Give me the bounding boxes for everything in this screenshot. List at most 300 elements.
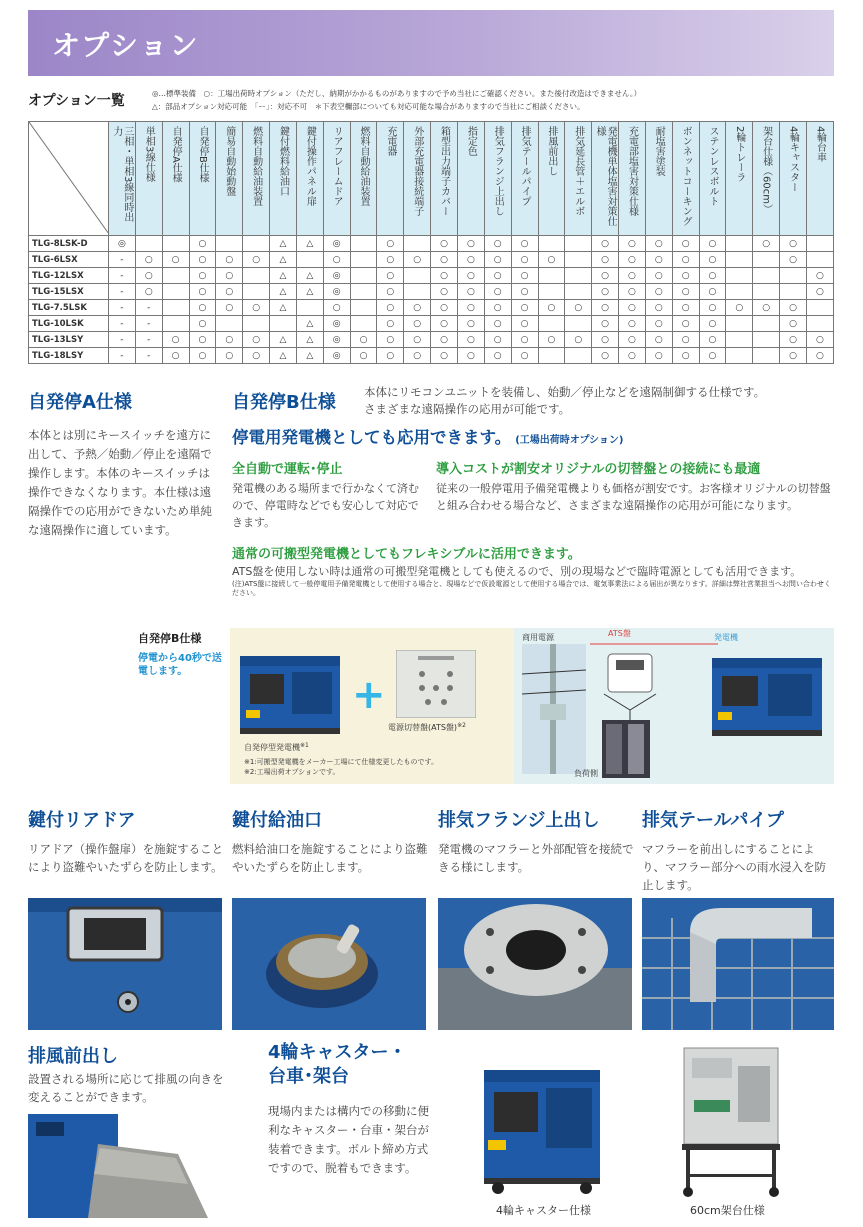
model-name: TLG-13LSY (29, 332, 109, 348)
table-cell: ○ (672, 300, 699, 316)
table-cell: ○ (189, 348, 216, 364)
table-cell: ○ (457, 316, 484, 332)
table-cell: - (109, 316, 136, 332)
feature-title: 鍵付給油口 (232, 810, 322, 831)
generator-flow-image (712, 650, 822, 736)
table-cell: - (109, 284, 136, 300)
table-cell: ○ (431, 268, 458, 284)
stand-caption: 60cm架台仕様 (690, 1204, 765, 1217)
table-cell: ○ (619, 300, 646, 316)
table-cell: △ (296, 348, 323, 364)
table-cell: ○ (323, 300, 350, 316)
table-cell: ○ (699, 236, 726, 252)
table-cell: ○ (780, 332, 807, 348)
table-cell: - (109, 300, 136, 316)
table-cell: ○ (484, 316, 511, 332)
table-cell: ○ (806, 348, 833, 364)
generator-image (240, 648, 340, 734)
table-cell: ○ (645, 348, 672, 364)
table-cell: ○ (243, 300, 270, 316)
table-cell (162, 284, 189, 300)
table-cell: ○ (619, 236, 646, 252)
table-cell: △ (296, 332, 323, 348)
generator-flow-label: 発電機 (714, 633, 738, 642)
table-cell (243, 268, 270, 284)
table-cell: ◎ (323, 332, 350, 348)
table-cell: ○ (672, 252, 699, 268)
table-cell: ○ (619, 252, 646, 268)
table-cell (565, 348, 592, 364)
column-header: リアフレームドア (323, 122, 350, 236)
table-cell (726, 316, 753, 332)
table-cell (538, 316, 565, 332)
table-cell: ○ (484, 284, 511, 300)
table-cell: ○ (592, 332, 619, 348)
table-cell (753, 252, 780, 268)
feature-text: 現場内または構内での移動に便利なキャスター・台車・架台が装着できます。ボルト締め方式ですので、脱着もできます。 (268, 1104, 429, 1175)
table-cell: ◎ (109, 236, 136, 252)
table-row (29, 316, 834, 332)
feature-title: 排風前出し (28, 1046, 118, 1067)
table-cell: ○ (780, 300, 807, 316)
table-cell (726, 332, 753, 348)
table-cell: ○ (404, 252, 431, 268)
load-side-label: 負荷側 (574, 769, 598, 778)
table-cell: ○ (216, 284, 243, 300)
table-cell: - (135, 348, 162, 364)
table-cell (565, 252, 592, 268)
table-cell (404, 268, 431, 284)
table-cell (806, 316, 833, 332)
stand-image (676, 1044, 786, 1198)
column-header: 4輪キャスター (780, 122, 807, 236)
table-cell: ○ (457, 268, 484, 284)
section-a-title: 自発停A仕様 (28, 392, 132, 413)
table-cell: - (109, 348, 136, 364)
option-list-title: オプション一覧 (28, 93, 125, 109)
table-cell: ○ (457, 236, 484, 252)
table-cell (350, 316, 377, 332)
table-cell: ○ (511, 316, 538, 332)
column-header: 2輪トレーラ (726, 122, 753, 236)
table-cell: ○ (645, 332, 672, 348)
table-cell: ○ (699, 332, 726, 348)
diagram-side-sub: 停電から40秒で送電します。 (138, 653, 222, 677)
table-cell: ○ (162, 348, 189, 364)
table-cell: ○ (699, 252, 726, 268)
table-cell: △ (296, 236, 323, 252)
table-cell (404, 284, 431, 300)
table-cell (243, 236, 270, 252)
table-cell: ○ (645, 268, 672, 284)
table-corner (29, 122, 109, 236)
table-cell (726, 284, 753, 300)
table-cell (350, 300, 377, 316)
table-cell: ○ (216, 252, 243, 268)
column-header: 排気延長管＋エルボ (565, 122, 592, 236)
table-cell (350, 268, 377, 284)
table-cell: ○ (189, 268, 216, 284)
model-name: TLG-7.5LSK (29, 300, 109, 316)
table-cell (780, 284, 807, 300)
table-cell: ○ (135, 268, 162, 284)
table-cell: ○ (243, 332, 270, 348)
table-row (29, 300, 834, 316)
rear-door-image (28, 898, 222, 1030)
table-cell: ○ (431, 252, 458, 268)
table-row (29, 348, 834, 364)
feature-title-2: 台車･架台 (268, 1066, 349, 1087)
table-cell: ○ (726, 300, 753, 316)
column-header: 簡易自動始動盤 (216, 122, 243, 236)
table-cell: ○ (431, 300, 458, 316)
table-cell: ○ (484, 300, 511, 316)
tail-pipe-image (642, 898, 834, 1030)
column-header: 発電機単体塩害対策仕様 (592, 122, 619, 236)
section-b-desc-1: 本体にリモコンユニットを装備し、始動／停止などを遠隔制御する仕様です。 (364, 385, 766, 399)
feature-title-1: 4輪キャスター・ (268, 1042, 407, 1063)
column-header: ボンネットコーキング (672, 122, 699, 236)
table-cell: ○ (511, 252, 538, 268)
table-cell (296, 300, 323, 316)
section-b-desc-2: さまざまな遠隔操作の応用が可能です。 (364, 402, 571, 416)
table-cell: ○ (404, 348, 431, 364)
ats-panel-image (396, 650, 476, 718)
table-cell: ○ (672, 316, 699, 332)
table-cell (243, 316, 270, 332)
table-cell: ○ (672, 268, 699, 284)
table-cell: - (135, 332, 162, 348)
commercial-power-label: 商用電源 (522, 633, 554, 642)
table-cell: ○ (189, 300, 216, 316)
ats-panel-label: 電源切替盤(ATS盤)$^{※2}$ (388, 722, 466, 732)
table-cell (753, 316, 780, 332)
table-cell: ○ (162, 252, 189, 268)
table-cell: ○ (484, 348, 511, 364)
page-banner (28, 10, 834, 76)
table-cell: ○ (699, 300, 726, 316)
plus-icon: + (352, 672, 386, 718)
table-cell: ○ (243, 348, 270, 364)
table-cell: ○ (780, 252, 807, 268)
table-row (29, 284, 834, 300)
table-cell: ○ (243, 252, 270, 268)
table-cell: ○ (377, 316, 404, 332)
table-cell: ○ (538, 252, 565, 268)
table-cell: ○ (189, 284, 216, 300)
table-cell: ○ (216, 300, 243, 316)
table-cell: ○ (753, 300, 780, 316)
table-cell (565, 284, 592, 300)
table-cell (162, 316, 189, 332)
table-cell: △ (270, 284, 297, 300)
table-cell: ○ (377, 284, 404, 300)
table-cell: ○ (619, 268, 646, 284)
table-cell: ○ (135, 284, 162, 300)
table-cell (726, 252, 753, 268)
table-cell: ○ (431, 348, 458, 364)
table-cell (350, 252, 377, 268)
table-cell: △ (270, 268, 297, 284)
table-cell (162, 300, 189, 316)
feature-title: 鍵付リアドア (28, 810, 136, 831)
utility-pole-image (522, 644, 586, 774)
table-cell: ○ (377, 252, 404, 268)
table-cell (270, 316, 297, 332)
table-cell: ○ (511, 332, 538, 348)
table-cell: ○ (431, 284, 458, 300)
table-cell: ○ (484, 252, 511, 268)
table-cell: △ (296, 268, 323, 284)
table-cell: ○ (377, 348, 404, 364)
model-name: TLG-12LSX (29, 268, 109, 284)
column-header: 三相・単相3線同時出力 (109, 122, 136, 236)
table-cell (726, 236, 753, 252)
table-cell: - (109, 268, 136, 284)
table-cell: ○ (672, 284, 699, 300)
table-cell: ○ (538, 332, 565, 348)
table-cell: ○ (780, 316, 807, 332)
table-cell (806, 300, 833, 316)
feature-text: 燃料給油口を施錠することにより盗難やいたずらを防止します。 (232, 842, 428, 874)
page-title: オプション (52, 29, 200, 62)
table-cell: ○ (619, 348, 646, 364)
table-cell: ○ (457, 348, 484, 364)
column-header: 燃料自動給油装置 (350, 122, 377, 236)
table-cell: ○ (189, 332, 216, 348)
table-cell: ◎ (323, 316, 350, 332)
table-cell (350, 284, 377, 300)
column-header: 4輪台車 (806, 122, 833, 236)
table-cell (565, 268, 592, 284)
table-cell: ○ (484, 332, 511, 348)
table-cell: ○ (216, 348, 243, 364)
table-cell: ○ (511, 236, 538, 252)
table-cell: △ (270, 300, 297, 316)
ats-diagram (230, 628, 834, 784)
table-cell: ○ (592, 284, 619, 300)
table-cell: ○ (457, 332, 484, 348)
table-row (29, 236, 834, 252)
table-cell: ○ (672, 348, 699, 364)
table-cell (726, 348, 753, 364)
table-cell: ○ (780, 348, 807, 364)
flex-note: (注)ATS盤に接続して一般停電用予備発電機として使用する場合と、現場などで仮設電源として使用する場合では、電気事業法による届出が異なります。詳細は弊社営業担当へお問い合わせください。 (232, 580, 831, 597)
table-cell (753, 284, 780, 300)
table-cell (806, 252, 833, 268)
front-exhaust-image (28, 1114, 228, 1218)
ats-flow (514, 628, 834, 784)
table-cell (404, 236, 431, 252)
table-cell (753, 348, 780, 364)
table-cell: △ (270, 332, 297, 348)
table-cell: ○ (511, 268, 538, 284)
table-cell: ◎ (323, 348, 350, 364)
table-cell: ○ (162, 332, 189, 348)
table-cell (538, 348, 565, 364)
table-cell: ○ (806, 284, 833, 300)
table-cell: ○ (431, 332, 458, 348)
section-b-headline: 停電用発電機としても応用できます。 (工場出荷時オプション) (232, 428, 624, 447)
table-cell: ○ (216, 332, 243, 348)
table-cell: ○ (619, 284, 646, 300)
table-cell: △ (296, 316, 323, 332)
table-cell: ○ (538, 300, 565, 316)
table-cell: ○ (592, 300, 619, 316)
table-cell: ○ (645, 284, 672, 300)
table-cell: ○ (404, 316, 431, 332)
cost-title: 導入コストが割安オリジナルの切替盤との接続にも最適 (436, 462, 761, 477)
table-cell: ○ (189, 316, 216, 332)
column-header: 箱型出力端子カバー (431, 122, 458, 236)
table-cell: △ (270, 236, 297, 252)
fuel-cap-image (232, 898, 426, 1030)
table-cell: ○ (645, 252, 672, 268)
table-cell: ○ (511, 284, 538, 300)
table-cell: ○ (672, 332, 699, 348)
table-row (29, 268, 834, 284)
table-cell (780, 268, 807, 284)
feature-title: 排気フランジ上出し (438, 810, 600, 831)
table-cell: ○ (377, 236, 404, 252)
table-cell: ○ (645, 316, 672, 332)
table-cell (753, 332, 780, 348)
feature-text: リアドア（操作盤扉）を施錠することにより盗難やいたずらを防止します。 (28, 842, 224, 874)
column-header: 自発停B仕様 (189, 122, 216, 236)
table-cell: ○ (377, 300, 404, 316)
option-table (28, 121, 834, 364)
table-cell: ○ (672, 236, 699, 252)
table-cell: - (109, 332, 136, 348)
table-cell: - (135, 316, 162, 332)
table-cell: ○ (484, 268, 511, 284)
caster-image (478, 1058, 606, 1196)
table-cell: ○ (592, 268, 619, 284)
model-name: TLG-10LSK (29, 316, 109, 332)
column-header: 排風前出し (538, 122, 565, 236)
table-cell: ○ (135, 252, 162, 268)
table-cell (243, 284, 270, 300)
load-side-image (602, 720, 650, 778)
column-header: 外部充電器接続端子 (404, 122, 431, 236)
column-header: 燃料自動給油装置 (243, 122, 270, 236)
table-cell: ○ (457, 284, 484, 300)
table-cell: ○ (806, 332, 833, 348)
table-cell: ○ (404, 300, 431, 316)
column-header: 鍵付操作パネル扉 (296, 122, 323, 236)
table-cell: ○ (619, 332, 646, 348)
cost-text: 従来の一般停電用予備発電機よりも価格が割安です。お客様オリジナルの切替盤と組み合わせる場合など、さまざまな遠隔操作の応用が可能になります。 (436, 482, 831, 512)
column-header: 耐塩害塗装 (645, 122, 672, 236)
table-cell (538, 268, 565, 284)
table-row (29, 332, 834, 348)
table-cell: ○ (592, 236, 619, 252)
diagram-note-2: ※2:工場出荷オプションです。 (244, 768, 340, 776)
table-cell: ○ (780, 236, 807, 252)
legend-line-1: ◎…標準装備 ○：工場出荷時オプション（ただし、納期がかかるものがありますので予め当社にご確認ください。また後付改造はできません。） (152, 89, 642, 98)
table-cell: ◎ (323, 268, 350, 284)
table-header-row (29, 122, 834, 236)
table-cell (162, 268, 189, 284)
table-cell: - (109, 252, 136, 268)
column-header: 指定色 (457, 122, 484, 236)
feature-text: マフラーを前出しにすることにより、マフラー部分への雨水浸入を防止します。 (642, 842, 826, 892)
model-name: TLG-8LSK-D (29, 236, 109, 252)
table-cell: ○ (350, 332, 377, 348)
column-header: 架台仕様（60cm） (753, 122, 780, 236)
table-cell: ○ (806, 268, 833, 284)
table-cell (350, 236, 377, 252)
generator-label: 自発停型発電機$^{※1}$ (244, 742, 309, 752)
table-cell: ○ (377, 332, 404, 348)
table-cell: ○ (404, 332, 431, 348)
model-name: TLG-6LSX (29, 252, 109, 268)
column-header: 排気フランジ上出し (484, 122, 511, 236)
table-row (29, 252, 834, 268)
table-cell: ◎ (323, 284, 350, 300)
table-cell: ○ (592, 348, 619, 364)
feature-text: 設置される場所に応じて排風の向きを変えることができます。 (28, 1072, 224, 1104)
table-cell: ○ (189, 252, 216, 268)
table-cell: ○ (350, 348, 377, 364)
diagram-note-1: ※1:可搬型発電機をメーカー工場にて仕様変更したものです。 (244, 758, 438, 766)
table-cell: ○ (753, 236, 780, 252)
table-cell: ○ (189, 236, 216, 252)
table-cell: ○ (592, 316, 619, 332)
caster-caption: 4輪キャスター仕様 (496, 1204, 591, 1217)
model-name: TLG-18LSY (29, 348, 109, 364)
table-cell: ○ (565, 332, 592, 348)
table-cell (726, 268, 753, 284)
table-cell: ○ (619, 316, 646, 332)
table-cell: - (135, 300, 162, 316)
table-cell: ○ (457, 252, 484, 268)
table-cell: △ (296, 284, 323, 300)
table-cell (296, 252, 323, 268)
feature-text: 発電機のマフラーと外部配管を接続できる様にします。 (438, 842, 634, 874)
legend-line-2: △：部品オプション対応可能 「ー」：対応不可 ＊下表空欄部についても対応可能な場合がありますので当社にご相談ください。 (152, 102, 585, 111)
table-cell: ○ (511, 300, 538, 316)
table-cell: ○ (431, 316, 458, 332)
diagram-side-title: 自発停B仕様 (138, 632, 202, 645)
table-cell: ○ (699, 268, 726, 284)
table-cell (216, 236, 243, 252)
table-cell: ○ (699, 348, 726, 364)
feature-title: 排気テールパイプ (642, 810, 784, 831)
table-cell: ◎ (323, 236, 350, 252)
table-cell: △ (270, 348, 297, 364)
table-cell: ○ (565, 300, 592, 316)
table-cell (538, 236, 565, 252)
table-cell: ○ (377, 268, 404, 284)
table-cell: ○ (511, 348, 538, 364)
table-cell (162, 236, 189, 252)
table-cell: △ (270, 252, 297, 268)
table-cell (538, 284, 565, 300)
table-cell (565, 236, 592, 252)
column-header: 単相3線仕様 (135, 122, 162, 236)
table-cell (216, 316, 243, 332)
table-cell: ○ (645, 300, 672, 316)
flex-text: ATS盤を使用しない時は通常の可搬型発電機としても使えるので、別の現場などで臨時電源としても活用できます。 (232, 565, 802, 578)
table-cell: ○ (457, 300, 484, 316)
column-header: ステンレスボルト (699, 122, 726, 236)
exhaust-flange-image (438, 898, 632, 1030)
table-cell (753, 268, 780, 284)
table-cell: ○ (484, 236, 511, 252)
table-cell: ○ (699, 284, 726, 300)
table-cell: ○ (592, 252, 619, 268)
